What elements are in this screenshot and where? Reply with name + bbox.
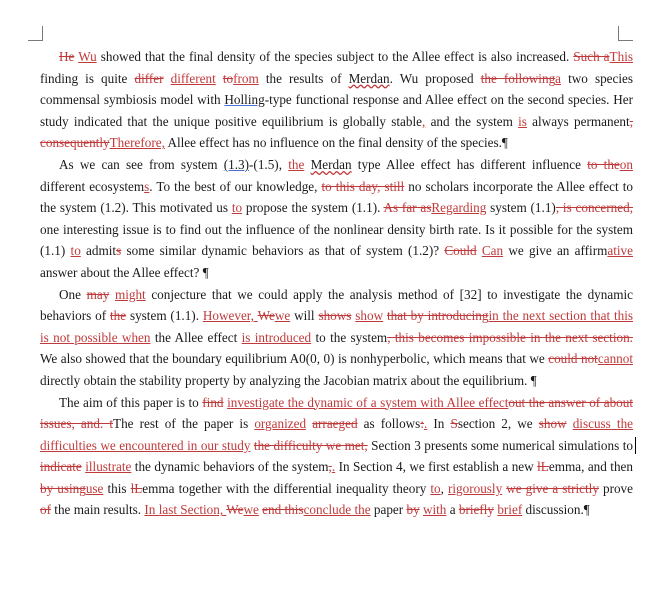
inserted-text: in the next section that this is not possible when xyxy=(40,308,634,345)
inserted-text: Therefore, xyxy=(109,135,165,151)
paragraph-mark: ¶ xyxy=(583,502,590,518)
inserted-text: , xyxy=(422,113,426,129)
text-run: Allee effect has no influence on the final density of the species. xyxy=(164,135,502,151)
text-run: we give an affirm xyxy=(503,243,608,259)
text-run xyxy=(164,71,171,86)
text-run: different ecosystem xyxy=(40,178,145,194)
grammar-flag: Holling xyxy=(224,92,265,108)
text-run xyxy=(216,71,223,86)
text-run: In xyxy=(427,416,451,432)
inserted-text: a xyxy=(555,70,562,86)
deleted-text: the difficulty we met, xyxy=(253,437,368,453)
deleted-text: we give a strictly xyxy=(506,480,599,496)
deleted-text: to the xyxy=(587,156,620,172)
inserted-text: . xyxy=(424,416,428,432)
inserted-text: Can xyxy=(481,243,504,259)
deleted-text: , this becomes impossible in the next section. xyxy=(387,329,633,345)
inserted-text: is introduced xyxy=(241,329,312,345)
inserted-text: illustrate xyxy=(85,459,132,475)
deleted-text: indicate xyxy=(40,459,82,475)
paragraph[interactable] xyxy=(40,284,633,392)
inserted-text: might xyxy=(114,286,146,302)
inserted-text: we xyxy=(243,502,259,518)
inserted-text: investigate the dynamic of a system with Allee effect xyxy=(227,394,509,410)
deleted-text: s xyxy=(116,243,122,259)
text-run: Section 3 presents some numerical simulations to xyxy=(367,437,633,453)
inserted-text: show xyxy=(355,308,384,324)
inserted-text: use xyxy=(85,480,104,496)
text-run: system (1.1) xyxy=(486,200,556,216)
deleted-text: Could xyxy=(444,243,477,259)
text-run: always permanent xyxy=(526,113,630,129)
paragraph[interactable] xyxy=(40,46,633,154)
text-run: as follows xyxy=(357,416,421,432)
text-run: to the system xyxy=(311,329,388,345)
text-run: some similar dynamic behaviors as that of system (1.2)? xyxy=(121,243,445,259)
inserted-text: discuss the difficulties we encountered in our study xyxy=(40,416,634,453)
paragraph-mark: ¶ xyxy=(202,264,209,280)
text-run: prove xyxy=(598,480,634,496)
paragraph-mark: ¶ xyxy=(501,135,508,151)
text-cursor xyxy=(635,437,636,454)
deleted-text: As far as xyxy=(383,200,432,216)
inserted-text: to xyxy=(70,243,81,259)
inserted-text: from xyxy=(233,70,259,86)
text-run: . To the best of our knowledge, xyxy=(149,178,322,194)
text-run: a xyxy=(446,502,459,518)
deleted-text: He xyxy=(59,49,75,64)
deleted-text: lL xyxy=(130,480,143,496)
text-run: . Wu proposed xyxy=(389,70,481,86)
inserted-text: In last Section, xyxy=(144,502,227,518)
text-run: -(1.5), xyxy=(249,156,289,172)
text-run: and the system xyxy=(425,113,519,129)
deleted-text: , is concerned, xyxy=(555,200,633,216)
deleted-text: the following xyxy=(480,70,556,86)
deleted-text: may xyxy=(86,286,110,302)
deleted-text: that by introducing xyxy=(387,308,489,324)
inserted-text: different xyxy=(170,70,216,86)
deleted-text: arraeged xyxy=(312,416,358,432)
deleted-text: , xyxy=(328,459,332,475)
inserted-text: to xyxy=(430,480,441,496)
page-corner-mark-top-left xyxy=(28,26,43,41)
deleted-text: to xyxy=(222,70,234,86)
paragraph[interactable] xyxy=(40,154,633,284)
text-run: We also showed that the boundary equilibrium A0(0, 0) is nonhyperbolic, which means that we xyxy=(40,351,549,367)
inserted-text: Wu xyxy=(78,49,97,64)
paragraph-mark: ¶ xyxy=(530,372,537,388)
text-run: section 2, we xyxy=(457,416,539,432)
text-run: system (1.1). xyxy=(126,308,203,324)
inserted-text: This xyxy=(609,49,633,64)
text-run: answer about the Allee effect? xyxy=(40,264,203,280)
spelling-flag: Merdan xyxy=(348,70,390,86)
deleted-text: the xyxy=(109,308,127,324)
text-run: One xyxy=(59,286,87,302)
deleted-text: find xyxy=(202,394,224,410)
deleted-text: : xyxy=(420,416,424,432)
text-run: discussion. xyxy=(522,502,584,518)
text-run: type Allee effect has different influence xyxy=(351,156,588,172)
text-run: one interesting issue is to find out the influence of the nonlinear density birth rate. Is it possible for the system (1.1) xyxy=(40,221,633,259)
text-run: admit xyxy=(80,243,117,259)
deleted-text: briefly xyxy=(458,502,495,518)
page-corner-mark-top-right xyxy=(618,26,633,41)
deleted-text: t xyxy=(109,416,114,432)
deleted-text: Such a xyxy=(573,49,610,64)
text-run: finding is quite xyxy=(40,70,135,86)
text-run: two species commensal symbiosis model with xyxy=(40,70,634,108)
inserted-text: the xyxy=(288,156,305,172)
text-run: conjecture that we could apply the analysis method of [32] to investigate the dynamic behaviors of xyxy=(40,286,633,324)
text-run: As we can see from system xyxy=(59,156,224,172)
inserted-text: s xyxy=(144,178,150,194)
paragraph[interactable] xyxy=(40,392,633,522)
text-run: In Section 4, we first establish a new xyxy=(335,459,538,475)
text-run: -type functional response and Allee effect on the second species. Her study indicated that the unique positive equilibrium is globally stable xyxy=(40,92,633,129)
deleted-text: show xyxy=(538,416,567,432)
deleted-text: out the answer of about issues, and. xyxy=(40,394,634,432)
inserted-text: brief xyxy=(497,502,523,518)
text-run: showed that the final density of the species subject to the Allee effect is also increased. xyxy=(96,49,574,64)
inserted-text: organized xyxy=(254,416,307,432)
spelling-flag: Merdan xyxy=(310,156,352,172)
text-run: no scholars incorporate the Allee effect to the system (1.2). This motivated us xyxy=(40,178,633,216)
deleted-text: , consequently xyxy=(40,113,633,151)
text-run: directly obtain the stability property by analyzing the Jacobian matrix about the equilibrium. xyxy=(40,372,531,388)
text-run: , xyxy=(440,480,448,496)
deleted-text: by using xyxy=(40,480,86,496)
text-run: The aim of this paper is to xyxy=(59,394,203,410)
text-run: the results of xyxy=(258,70,349,86)
text-run: emma together with the differential inequality theory xyxy=(142,480,431,496)
inserted-text: conclude the xyxy=(303,502,371,518)
inserted-text: . xyxy=(331,459,336,475)
deleted-text: lL xyxy=(537,459,549,475)
inserted-text: with xyxy=(422,502,447,518)
inserted-text: Regarding xyxy=(431,200,487,216)
inserted-text: on xyxy=(619,156,633,172)
text-run: will xyxy=(290,308,319,324)
inserted-text: cannot xyxy=(597,351,634,367)
inserted-text: rigorously xyxy=(447,480,503,496)
inserted-text: we xyxy=(274,308,291,324)
deleted-text: S xyxy=(450,416,458,432)
text-run: emma, and then xyxy=(548,459,634,475)
text-run: the dynamic behaviors of the system xyxy=(131,459,329,475)
inserted-text: is xyxy=(518,113,527,129)
grammar-flag: (1.3) xyxy=(223,156,250,172)
deleted-text: to this day, still xyxy=(321,178,405,194)
text-run: The rest of the paper is xyxy=(113,416,255,432)
text-run: paper xyxy=(370,502,407,518)
text-run: the Allee effect xyxy=(150,329,242,345)
text-run: the main results. xyxy=(51,502,145,518)
inserted-text: ative xyxy=(607,243,634,259)
deleted-text: end this xyxy=(262,502,304,518)
deleted-text: We xyxy=(257,308,275,324)
deleted-text: differ xyxy=(134,70,164,86)
inserted-text: However, xyxy=(202,308,258,324)
text-run: this xyxy=(103,480,131,496)
deleted-text: could not xyxy=(548,351,598,367)
deleted-text: We xyxy=(226,502,244,518)
text-run: propose the system (1.1). xyxy=(242,200,384,216)
deleted-text: by xyxy=(406,502,420,518)
inserted-text: to xyxy=(231,200,243,216)
deleted-text: shows xyxy=(318,308,352,324)
deleted-text: of xyxy=(40,502,51,518)
document-body[interactable] xyxy=(40,46,633,521)
